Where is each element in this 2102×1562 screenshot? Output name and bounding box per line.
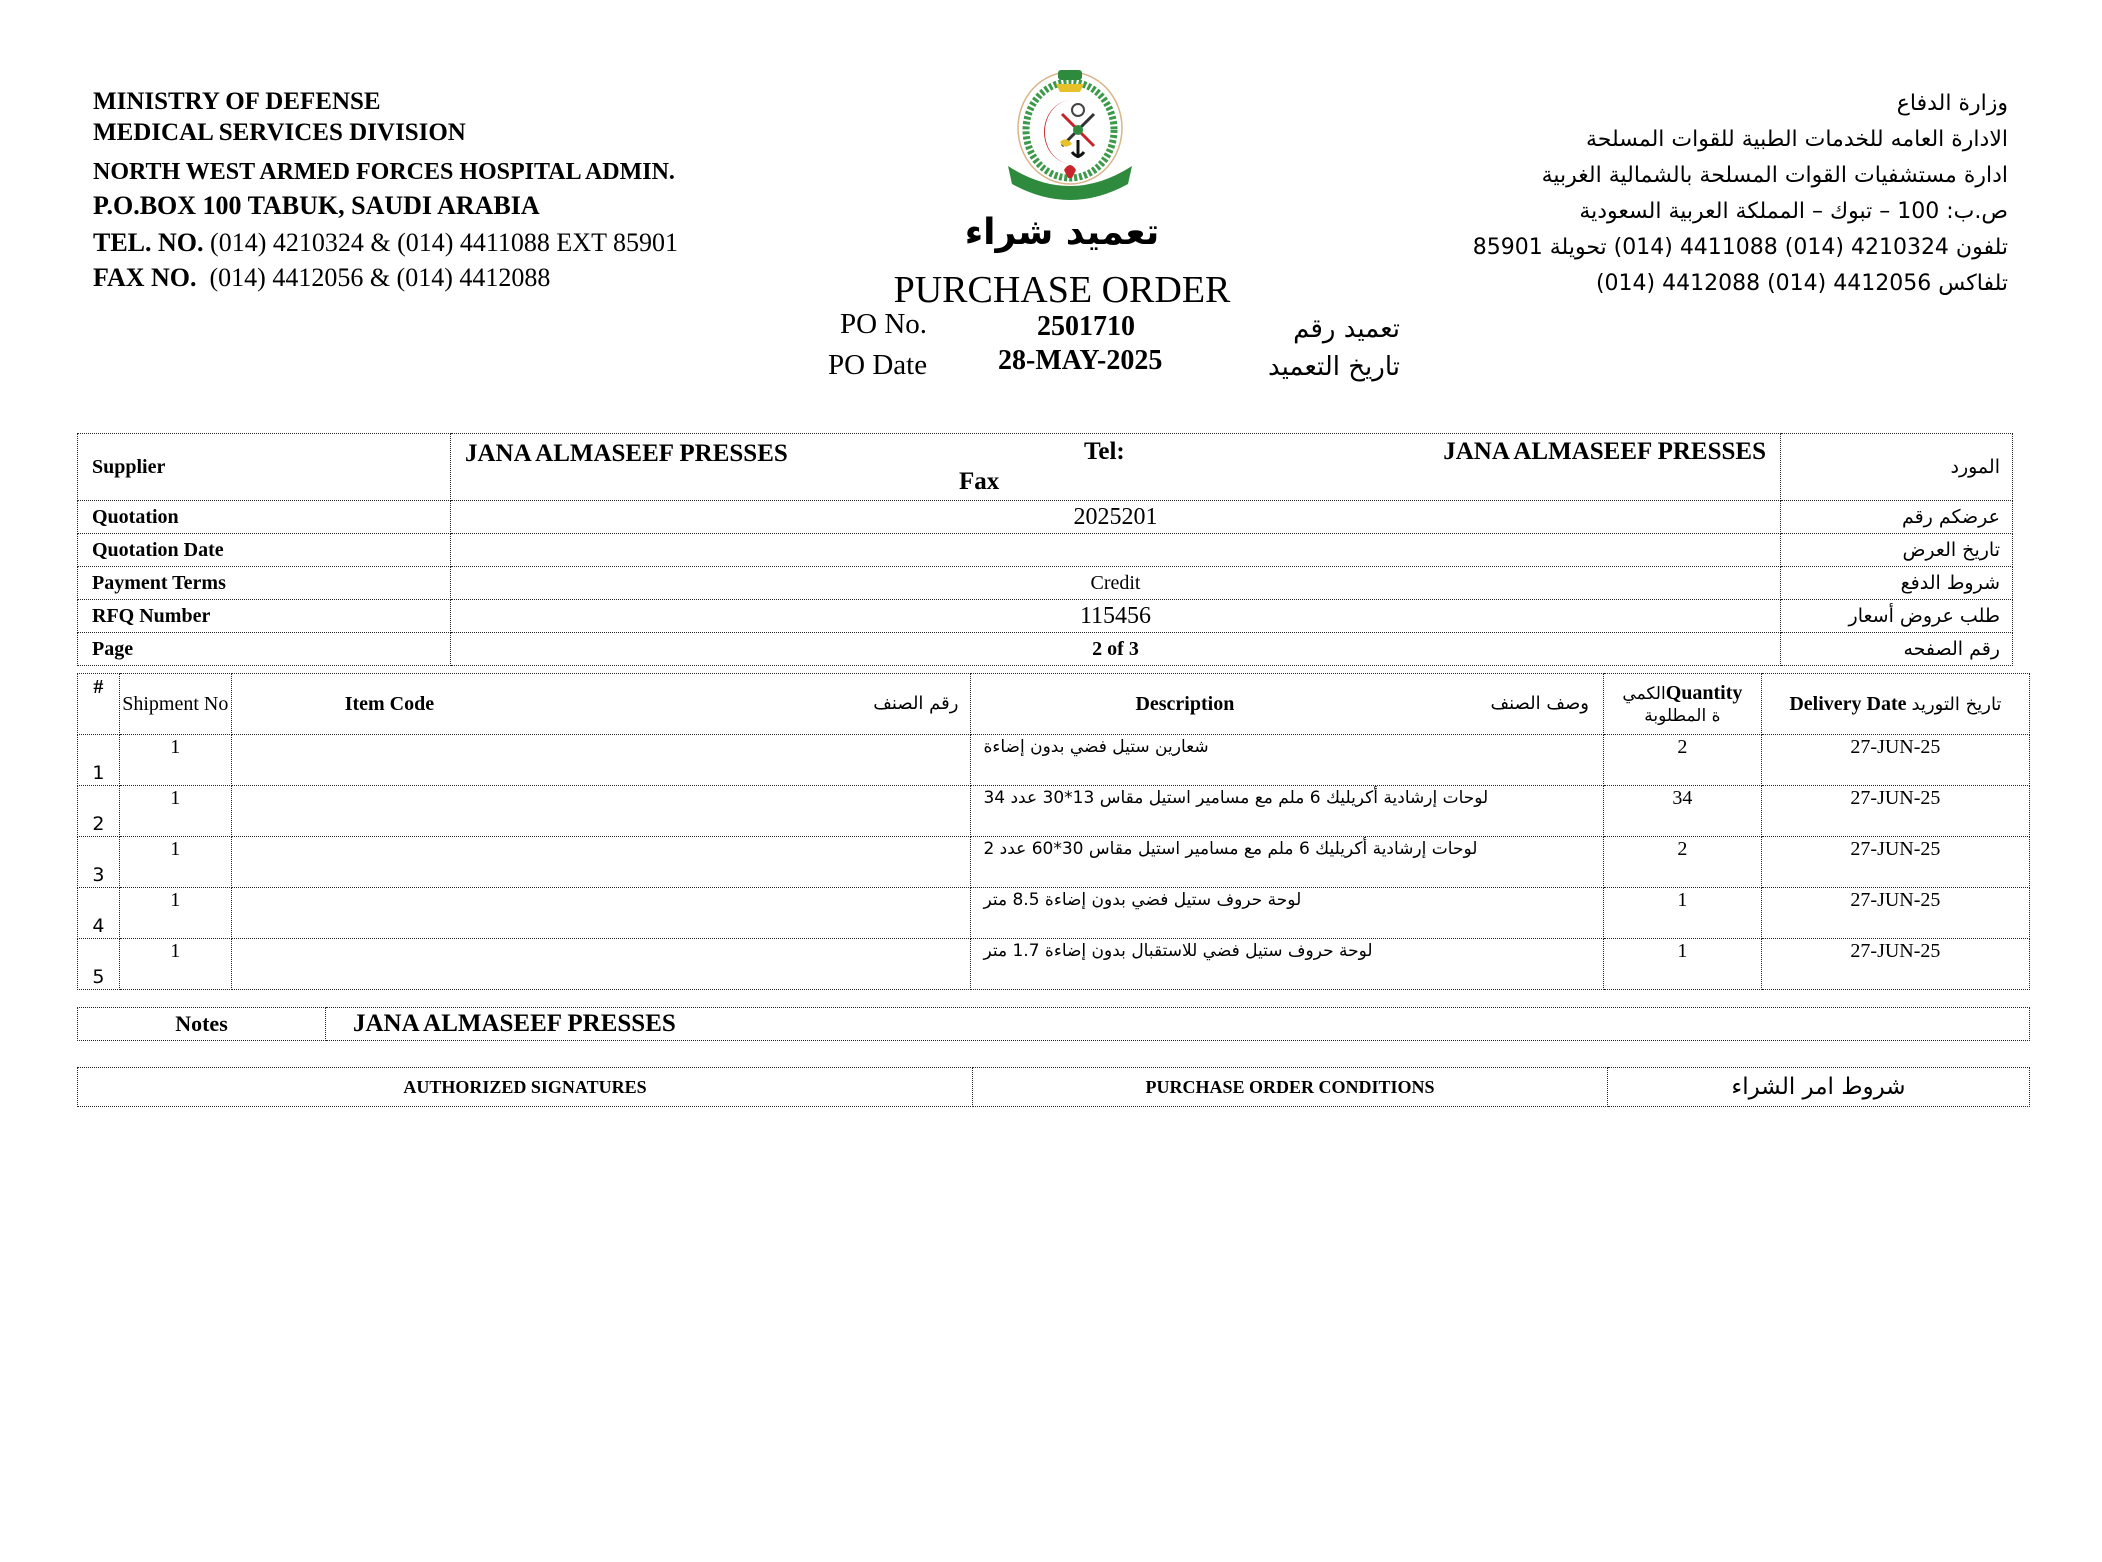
po-number-label-ar: تعميد رقم (1293, 314, 1400, 344)
item-shipment-no: 1 (119, 939, 231, 990)
tel-label: TEL. NO. (93, 228, 204, 257)
notes-table (77, 1007, 2030, 1041)
quotation-date-label-ar: تاريخ العرض (1781, 534, 2013, 567)
item-code (231, 786, 971, 837)
info-row-payment-terms (78, 567, 2013, 600)
item-delivery-date: 27-JUN-25 (1761, 939, 2029, 990)
page-value: 2 of 3 (451, 633, 1781, 666)
item-shipment-no: 1 (119, 837, 231, 888)
info-row-quotation (78, 501, 2013, 534)
po-date-label: PO Date (828, 349, 928, 381)
item-row (78, 786, 2030, 837)
po-box-ar: ص.ب: 100 – تبوك – المملكة العربية السعودية (1579, 199, 2008, 224)
quantity-label-ar-1: الكمي (1622, 683, 1666, 704)
page-label-ar: رقم الصفحه (1781, 633, 2013, 666)
info-row-rfq-number (78, 600, 2013, 633)
division-name-ar: الادارة العامه للخدمات الطبية للقوات المسلحة (1585, 127, 2008, 152)
supplier-label-ar: المورد (1781, 434, 2013, 501)
fax-line-ar: تلفاكس 4412056 (014) 4412088 (014) (1595, 271, 2008, 296)
items-table (77, 673, 2030, 990)
notes-value: JANA ALMASEEF PRESSES (326, 1008, 2030, 1041)
item-description: لوحات إرشادية أكريليك 6 ملم مع مسامير استيل مقاس 30*60 عدد 2 (971, 837, 1604, 888)
col-header-number: # (78, 674, 120, 735)
emblem-logo (1000, 66, 1140, 206)
description-label: Description (1135, 693, 1235, 715)
supplier-name: JANA ALMASEEF PRESSES (465, 440, 788, 467)
payment-terms-value: Credit (451, 567, 1781, 600)
item-number: 5 (78, 939, 120, 990)
page-label: Page (78, 633, 451, 666)
tel-value: (014) 4210324 & (014) 4411088 EXT 85901 (203, 228, 678, 257)
item-code-label-ar: رقم الصنف (873, 693, 959, 714)
supplier-details (451, 434, 1781, 501)
signatures-table (77, 1067, 2030, 1107)
item-description: لوحة حروف ستيل فضي بدون إضاءة 8.5 متر (971, 888, 1604, 939)
supplier-row (78, 434, 2013, 501)
item-number: 1 (78, 735, 120, 786)
col-header-description (971, 674, 1604, 735)
ministry-name: MINISTRY OF DEFENSE (93, 88, 381, 115)
item-code-label: Item Code (344, 693, 435, 715)
hospital-admin: NORTH WEST ARMED FORCES HOSPITAL ADMIN. (93, 159, 675, 185)
item-quantity: 34 (1603, 786, 1761, 837)
item-row (78, 888, 2030, 939)
item-shipment-no: 1 (119, 786, 231, 837)
item-row (78, 939, 2030, 990)
authorized-signatures: AUTHORIZED SIGNATURES (78, 1068, 973, 1107)
item-shipment-no: 1 (119, 888, 231, 939)
ministry-name-ar: وزارة الدفاع (1896, 91, 2008, 116)
item-delivery-date: 27-JUN-25 (1761, 786, 2029, 837)
document-title-arabic: تعميد شراء (964, 212, 1160, 253)
purchase-order-conditions-ar: شروط امر الشراء (1608, 1068, 2030, 1107)
item-number: 3 (78, 837, 120, 888)
item-shipment-no: 1 (119, 735, 231, 786)
item-number: 2 (78, 786, 120, 837)
purchase-order-conditions: PURCHASE ORDER CONDITIONS (973, 1068, 1608, 1107)
item-code (231, 735, 971, 786)
quotation-date-label: Quotation Date (78, 534, 451, 567)
tel-line-ar: تلفون 4210324 (014) 4411088 (014) تحويلة 85901 (1472, 235, 2008, 260)
po-number-label: PO No. (840, 308, 928, 340)
notes-label: Notes (78, 1008, 326, 1041)
hospital-admin-ar: ادارة مستشفيات القوات المسلحة بالشمالية الغربية (1541, 163, 2008, 188)
col-header-delivery-date (1761, 674, 2029, 735)
item-quantity: 1 (1603, 939, 1761, 990)
info-row-quotation-date (78, 534, 2013, 567)
delivery-date-label-ar: تاريخ التوريد (1911, 693, 2002, 715)
item-quantity: 2 (1603, 735, 1761, 786)
quotation-date-value (451, 534, 1781, 567)
payment-terms-label-ar: شروط الدفع (1781, 567, 2013, 600)
col-header-shipment: Shipment No (119, 674, 231, 735)
division-name: MEDICAL SERVICES DIVISION (93, 119, 466, 146)
delivery-date-label: Delivery Date (1789, 692, 1907, 715)
payment-terms-label: Payment Terms (78, 567, 451, 600)
description-label-ar: وصف الصنف (1490, 693, 1589, 714)
signatures-row (78, 1068, 2030, 1107)
supplier-fax-label: Fax (959, 468, 1000, 495)
supplier-tel-label: Tel: (1084, 438, 1125, 465)
item-description: شعارين ستيل فضي بدون إضاءة (971, 735, 1604, 786)
item-row (78, 837, 2030, 888)
po-date-label-ar: تاريخ التعميد (1267, 352, 1400, 382)
quotation-label-ar: عرضكم رقم (1781, 501, 2013, 534)
item-code (231, 837, 971, 888)
quantity-label: Quantity (1665, 681, 1743, 704)
quantity-label-ar-2: ة المطلوبة (1644, 705, 1721, 726)
supplier-name-right: JANA ALMASEEF PRESSES (1443, 438, 1766, 465)
item-delivery-date: 27-JUN-25 (1761, 735, 2029, 786)
notes-row (78, 1008, 2030, 1041)
item-delivery-date: 27-JUN-25 (1761, 837, 2029, 888)
quotation-value: 2025201 (451, 501, 1781, 534)
item-quantity: 2 (1603, 837, 1761, 888)
item-quantity: 1 (1603, 888, 1761, 939)
po-number: 2501710 (1037, 311, 1135, 342)
item-number: 4 (78, 888, 120, 939)
po-box: P.O.BOX 100 TABUK, SAUDI ARABIA (93, 191, 540, 220)
items-header-row (78, 674, 2030, 735)
org-header-english (93, 86, 678, 293)
fax-value: (014) 4412056 & (014) 4412088 (196, 263, 551, 292)
info-row-page (78, 633, 2013, 666)
item-code (231, 939, 971, 990)
rfq-number-label-ar: طلب عروض أسعار (1781, 600, 2013, 633)
po-date: 28-MAY-2025 (998, 345, 1163, 376)
item-description: لوحة حروف ستيل فضي للاستقبال بدون إضاءة 1.7 متر (971, 939, 1604, 990)
rfq-number-label: RFQ Number (78, 600, 451, 633)
armed-forces-medical-emblem-icon (1000, 66, 1140, 206)
item-code (231, 888, 971, 939)
supplier-label: Supplier (78, 434, 451, 501)
item-row (78, 735, 2030, 786)
document-title: PURCHASE ORDER (893, 269, 1231, 311)
supplier-info-table (77, 433, 2013, 666)
rfq-number-value: 115456 (451, 600, 1781, 633)
col-header-quantity (1603, 674, 1761, 735)
fax-label: FAX NO. (93, 263, 197, 292)
item-delivery-date: 27-JUN-25 (1761, 888, 2029, 939)
col-header-item-code (231, 674, 971, 735)
item-description: لوحات إرشادية أكريليك 6 ملم مع مسامير استيل مقاس 13*30 عدد 34 (971, 786, 1604, 837)
quotation-label: Quotation (78, 501, 451, 534)
